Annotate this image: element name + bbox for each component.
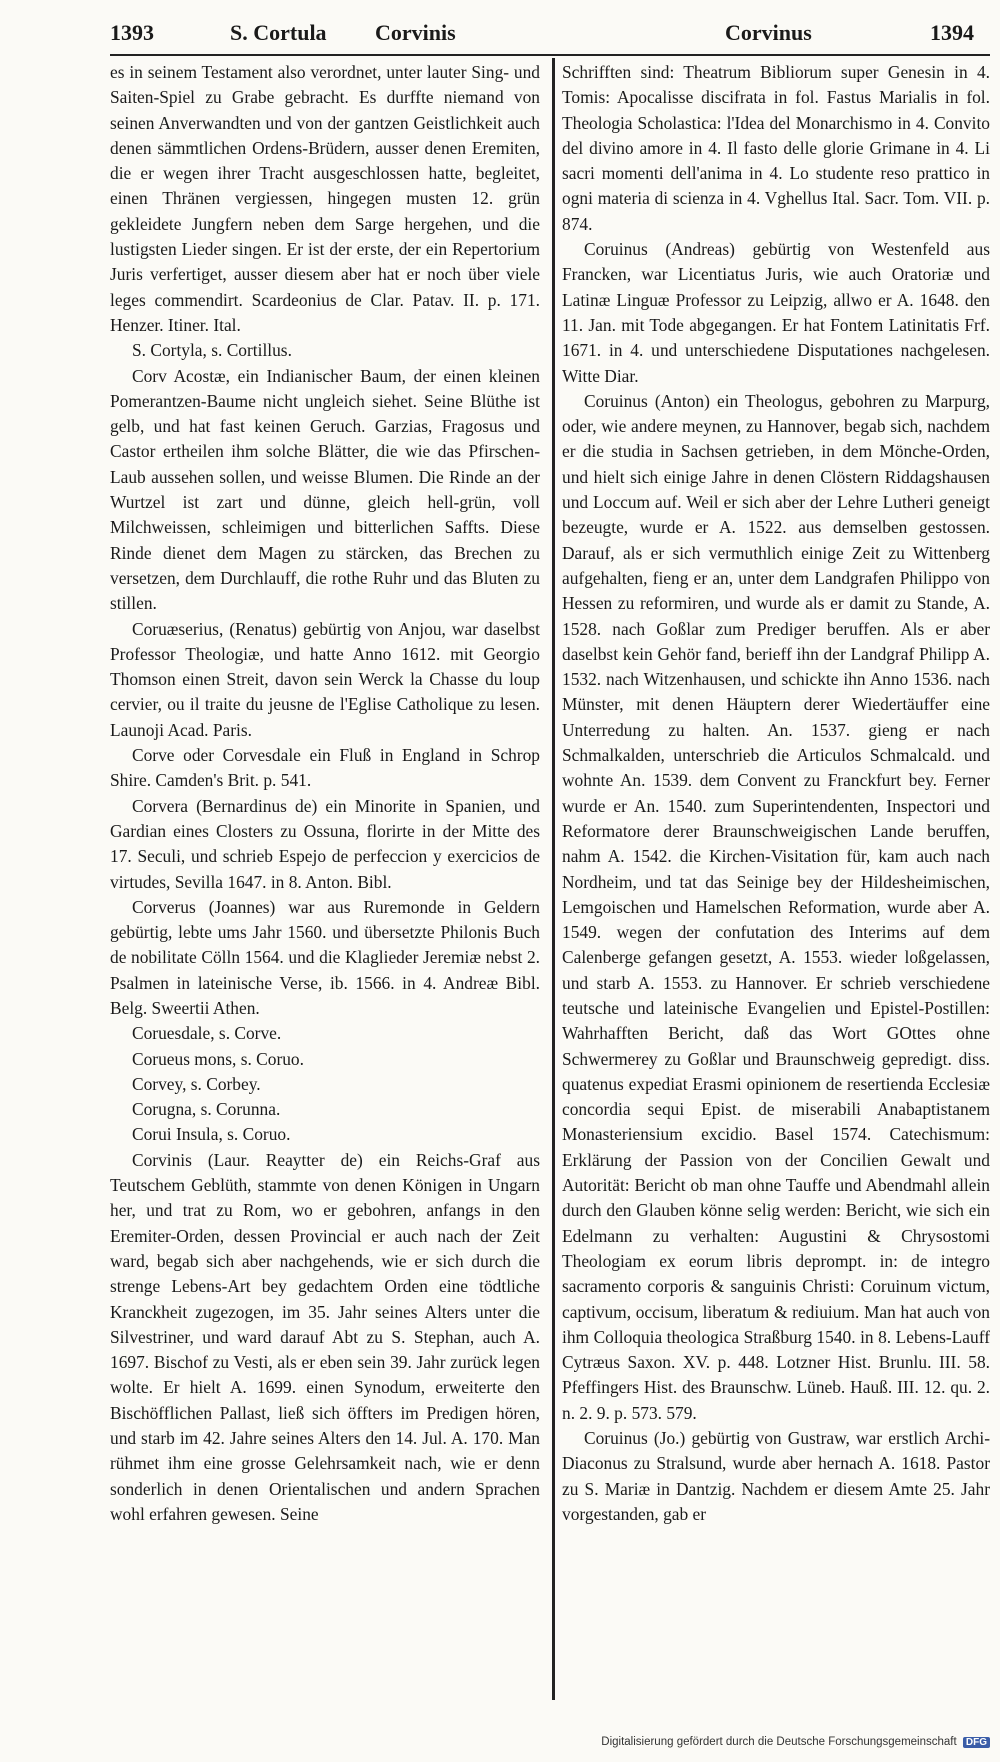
right-catchword: Corvinus: [725, 20, 812, 45]
entry-corve: Corve oder Corvesdale ein Fluß in England in Schrop Shire. Camden's Brit. p. 541.: [110, 745, 540, 791]
entry-continuation: es in seinem Testament also verordnet, unter lauter Sing- und Saiten-Spiel zu Grabe gebracht. Es durffte niemand von seinen Anverwandten und von der gantzen Geistlichkeit auch denen sämmtlichen Ordens-Brüdern, ausser denen Eremiten, die er wegen ihrer Tracht ausgeschlossen hatte, begleitet, einen Thränen vergiessen, hingegen musten 12. grün gekleidete Jungfern neben dem Sarge hergehen, und die lustigsten Lieder singen. Er ist der erste, der ein Repertorium Juris verfertiget, ausser diesem aber hat er noch über viele leges commendirt. Scardeonius de Clar. Patav. II. p. 171. Henzer. Itiner. Ital.: [110, 62, 540, 335]
digitization-footer: [600, 1736, 990, 1756]
entry-corverus: Corverus (Joannes) war aus Ruremonde in Geldern gebürtig, lebte ums Jahr 1560. und übersetzte Philonis Buch de nobilitate Cölln 1564. und die Klaglieder Jeremiæ nebst 2. Psalmen in lateinische Verse, ib. 1566. in 4. Andreæ Bibl. Belg. Sweertii Athen.: [110, 896, 540, 1018]
page-header: [110, 20, 990, 54]
right-column: [562, 60, 990, 1700]
footer-text: Digitalisierung gefördert durch die Deutsche Forschungsgemeinschaft: [601, 1736, 957, 1748]
entry-coruinus-andreas: Coruinus (Andreas) gebürtig von Westenfeld aus Francken, war Licentiatus Juris, wie auch Oratoriæ und Latinæ Linguæ Professor zu Leipzig, allwo er A. 1648. den 11. Jan. mit Tode abgegangen. Er hat Fontem Latinitatis Frf. 1671. in 4. und unterschiedene Disputationes nachgelesen. Witte Diar.: [562, 239, 990, 386]
entry-corvey: Corvey, s. Corbey.: [132, 1073, 261, 1094]
left-column: [110, 60, 540, 1700]
column-divider: [552, 58, 555, 1700]
header-rule: [110, 54, 990, 56]
entry-corueus-mons: Corueus mons, s. Coruo.: [132, 1048, 304, 1069]
entry-coruinus-anton: Coruinus (Anton) ein Theologus, gebohren zu Marpurg, oder, wie andere meynen, zu Hannover, begab sich, nachdem er die studia in Sachsen getrieben, in dem Mönche-Orden, und hielt sich einige Jahre in denen Clöstern Riddagshausen und Loccum auf. Weil er sich aber der Lehre Lutheri geneigt bezeugte, wurde er A. 1522. aus demselben gestossen. Darauf, als er sich vermuthlich einige Zeit zu Wittenberg aufgehalten, fieng er an, unter dem Landgrafen Philippo von Hessen zu reformiren, und wurde als er damit zu Stande, A. 1528. nach Goßlar zum Prediger beruffen. Als er aber daselbst kein Gehör fand, berieff ihn der Landgraf Philipp A. 1532. nach Witzenhausen, und schickte ihn Anno 1536. nach Münster, mit denen Häuptern derer Wiedertäuffer eine Unterredung zu halten. An. 1537. gieng er nach Schmalkalden, unterschrieb die Articulos Schmalcald. und wohnte An. 1539. dem Convent zu Franckfurt bey. Ferner wurde er An. 1540. zum Superintendenten, Inspectori und Reformatore derer Braunschweigischen Lande beruffen, nahm A. 1542. die Kirchen-Visitation für, kam auch nach Nordheim, und tat das Seinige bey der Hildesheimischen, Lemgoischen und Hamelschen Reformation, wurde aber A. 1549. wegen der confutation des Interims auf dem Calenberge gefangen gesetzt, A. 1553. wieder loßgelassen, und starb A. 1553. zu Hannover. Er schrieb verschiedene teutsche und lateinische Evangelien und Epistel-Postillen: Wahrhafften Bericht, daß das Wort GOttes ohne Schwermerey zu Goßlar und Braunschweig gepredigt. diss. quatenus expediat Erasmi opinionem de resertienda Ecclesiæ concordia sequi Epist. de miserabili Anabaptistanem Monasteriensium excidio. Basel 1574. Catechismum: Erklärung der Passion von der Concilien Gewalt und Autorität: Bericht ob man ohne Tauffe und Abendmahl allein durch den Glauben könne selig werden: Bericht, wie sich ein Edelmann zu verhalten: Augustini & Chrysostomi Theologiam ex eorum libris deprompt. in: de integro sacramento corporis & sanguinis Christi: Coruinum victum, captivum, occisum, liberatum & rediuium. Man hat auch von ihm Colloquia theologica Straßburg 1540. in 8. Lebens-Lauff Cytræus Saxon. XV. p. 448. Lotzner Hist. Brunlu. III. 58. Pfeffingers Hist. des Braunschw. Lüneb. Hauß. III. 12. qu. 2. n. 2. 9. p. 573. 579.: [562, 390, 990, 1423]
left-catchword: Corvinis: [375, 20, 456, 45]
dfg-logo: DFG: [963, 1737, 990, 1748]
right-page-number: 1394: [930, 20, 974, 45]
left-running-head: S. Cortula: [230, 20, 327, 45]
entry-continuation-right: Schrifften sind: Theatrum Bibliorum super Genesin in 4. Tomis: Apocalisse discifrata in fol. Fastus Marialis in fol. Theologia Scholastica: l'Idea del Monarchismo in 4. Convito del divino amore in 4. Il fasto delle glorie Grimane in 4. Li sacri momenti dell'anima in 4. Lo studente reso prattico in ogni materia di scienza in 4. Vghellus Ital. Sacr. Tom. VII. p. 874.: [562, 62, 990, 234]
entry-corugna: Corugna, s. Corunna.: [132, 1099, 281, 1120]
entry-coruaeserius: Coruæserius, (Renatus) gebürtig von Anjou, war daselbst Professor Theologiæ, und hatte Anno 1612. mit Georgio Thomson einen Streit, davon sein Werck la Chasse du loup cervier, ou il traite du jeusne de l'Eglise Catholique zu lesen. Launoji Acad. Paris.: [110, 618, 540, 740]
entry-corvinis: Corvinis (Laur. Reaytter de) ein Reichs-Graf aus Teutschem Geblüth, stammte von denen Königen in Ungarn her, und trat zu Rom, wo er gebohren, anfangs in den Eremiter-Orden, dessen Provincial er auch nach der Zeit ward, begab sich aber nachgehends, wie er sich durch die strenge Lebens-Art bey gedachtem Orden eine tödtliche Kranckheit zugezogen, im 35. Jahr seines Alters unter die Silvestriner, und ward darauf Abt zu S. Stephan, auch A. 1697. Bischof zu Vesti, als er eben sein 39. Jahr zurück legen wolte. Er hielt A. 1699. einen Synodum, erweiterte den Bischöfflichen Pallast, ließ sich öffters im Predigen hören, und starb im 42. Jahre seines Alters den 14. Jul. A. 170. Man rühmet ihm eine grosse Gelehrsamkeit nach, wie er denn sonderlich in denen Orientalischen und andern Sprachen wohl erfahren gewesen. Seine: [110, 1149, 540, 1524]
entry-coruinus-jo: Coruinus (Jo.) gebürtig von Gustraw, war erstlich Archi-Diaconus zu Stralsund, wurde aber hernach A. 1618. Pastor zu S. Mariæ in Dantzig. Nachdem er diesem Amte 25. Jahr vorgestanden, gab er: [562, 1428, 990, 1524]
entry-corv-acostae: Corv Acostæ, ein Indianischer Baum, der einen kleinen Pomerantzen-Baume nicht ungleich siehet. Seine Blüthe ist gelb, und hat fast keinen Geruch. Garzias, Fragosus und Castor ertheilen ihm solche Blätter, die wie das Pfirschen-Laub aussehen sollen, und weisse Blumen. Die Rinde an der Wurtzel ist zart und dünne, gleich hell-grün, voll Milchweissen, schleimigen und bitterlichen Saffts. Diese Rinde dienet dem Magen zu stärcken, das Brechen zu versetzen, dem Durchlauff, die rothe Ruhr und das Bluten zu stillen.: [110, 365, 540, 614]
entry-cortyla: S. Cortyla, s. Cortillus.: [132, 340, 292, 361]
entry-corvera: Corvera (Bernardinus de) ein Minorite in Spanien, und Gardian eines Closters zu Ossuna, florirte in der Mitte des 17. Seculi, und schrieb Espejo de perfeccion y exercicios de virtudes, Sevilla 1647. in 8. Anton. Bibl.: [110, 795, 540, 892]
entry-coruesdale: Coruesdale, s. Corve.: [132, 1023, 282, 1044]
left-page-number: 1393: [110, 20, 154, 45]
entry-corui-insula: Corui Insula, s. Coruo.: [132, 1124, 291, 1145]
